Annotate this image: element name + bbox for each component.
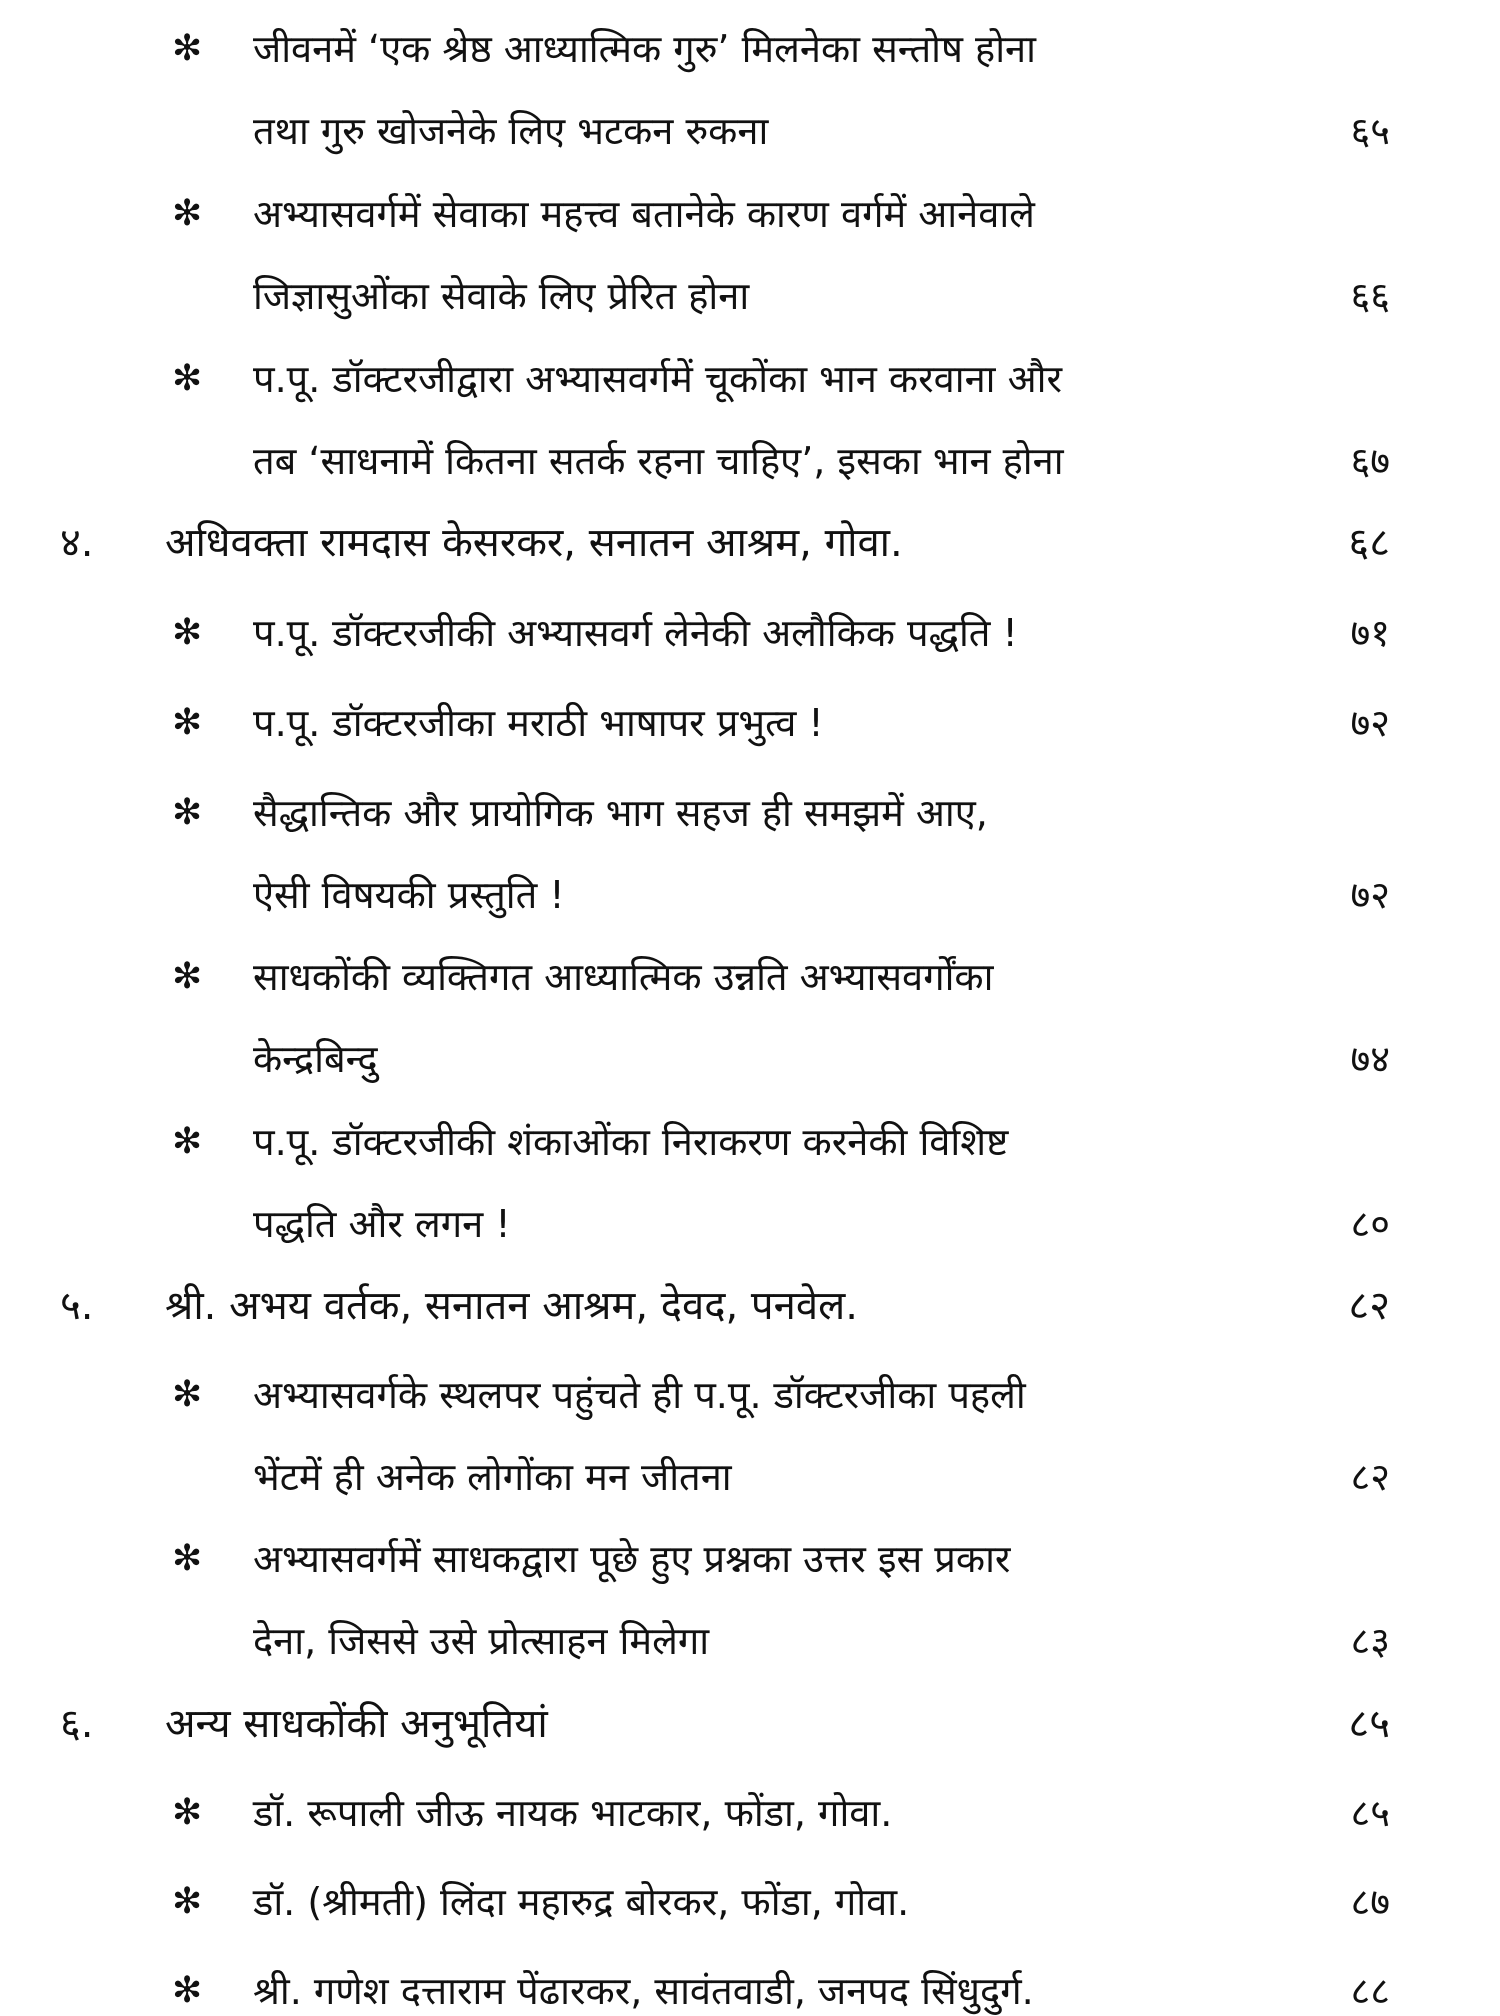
entry-title-line: प.पू. डॉक्टरजीकी शंकाओंका निराकरण करनेकी विशिष्ट: [253, 1120, 1009, 1164]
page-number: ८०: [1350, 1202, 1390, 1246]
asterisk-bullet-icon: ✻: [172, 1792, 203, 1833]
page-number: ८५: [1348, 1701, 1390, 1747]
entry-title-line: सैद्धान्तिक और प्रायोगिक भाग सहज ही समझमें आए,: [253, 791, 988, 835]
entry-title-line: डॉ. रूपाली जीऊ नायक भाटकार, फोंडा, गोवा.: [253, 1791, 893, 1835]
asterisk-bullet-icon: ✻: [172, 1121, 203, 1162]
entry-title-line: प.पू. डॉक्टरजीका मराठी भाषापर प्रभुत्व !: [253, 701, 824, 745]
page-number: ७२: [1350, 873, 1390, 917]
entry-title-line: अभ्यासवर्गमें सेवाका महत्त्व बतानेके कारण वर्गमें आनेवाले: [253, 192, 1035, 236]
page-number: ८५: [1350, 1791, 1390, 1835]
asterisk-bullet-icon: ✻: [172, 358, 203, 399]
entry-title-line: तब ‘साधनामें कितना सतर्क रहना चाहिए’, इसका भान होना: [253, 439, 1064, 483]
asterisk-bullet-icon: ✻: [172, 28, 203, 69]
section-title-line: अन्य साधकोंकी अनुभूतियां: [165, 1701, 548, 1747]
section-title-line: अधिवक्ता रामदास केसरकर, सनातन आश्रम, गोवा.: [165, 520, 903, 566]
page-number: ८७: [1350, 1880, 1390, 1924]
entry-title-line: केन्द्रबिन्दु: [253, 1037, 378, 1081]
asterisk-bullet-icon: ✻: [172, 1538, 203, 1579]
page-number: ७२: [1350, 701, 1390, 745]
page-number: ६५: [1350, 109, 1390, 153]
asterisk-bullet-icon: ✻: [172, 1970, 203, 2011]
section-title-line: श्री. अभय वर्तक, सनातन आश्रम, देवद, पनवेल.: [165, 1283, 858, 1329]
entry-title-line: प.पू. डॉक्टरजीद्वारा अभ्यासवर्गमें चूकोंका भान करवाना और: [253, 357, 1063, 401]
asterisk-bullet-icon: ✻: [172, 702, 203, 743]
section-number: ५.: [60, 1283, 94, 1329]
page-number: ६८: [1348, 520, 1390, 566]
asterisk-bullet-icon: ✻: [172, 956, 203, 997]
page-number: ८२: [1348, 1283, 1390, 1329]
entry-title-line: अभ्यासवर्गके स्थलपर पहुंचते ही प.पू. डॉक्टरजीका पहली: [253, 1373, 1026, 1417]
entry-title-line: भेंटमें ही अनेक लोगोंका मन जीतना: [253, 1455, 732, 1499]
page-number: ८२: [1350, 1455, 1390, 1499]
asterisk-bullet-icon: ✻: [172, 792, 203, 833]
entry-title-line: ऐसी विषयकी प्रस्तुति !: [253, 873, 565, 917]
page-number: ८८: [1350, 1969, 1390, 2013]
page-number: ७४: [1350, 1037, 1390, 1081]
asterisk-bullet-icon: ✻: [172, 612, 203, 653]
page-number: ६६: [1350, 274, 1390, 318]
entry-title-line: डॉ. (श्रीमती) लिंदा महारुद्र बोरकर, फोंडा, गोवा.: [253, 1880, 910, 1924]
entry-title-line: जिज्ञासुओंका सेवाके लिए प्रेरित होना: [253, 274, 750, 318]
asterisk-bullet-icon: ✻: [172, 193, 203, 234]
entry-title-line: देना, जिससे उसे प्रोत्साहन मिलेगा: [253, 1619, 710, 1663]
entry-title-line: साधकोंकी व्यक्तिगत आध्यात्मिक उन्नति अभ्यासवर्गोंका: [253, 955, 994, 999]
asterisk-bullet-icon: ✻: [172, 1881, 203, 1922]
asterisk-bullet-icon: ✻: [172, 1374, 203, 1415]
section-number: ६.: [60, 1701, 94, 1747]
entry-title-line: श्री. गणेश दत्ताराम पेंढारकर, सावंतवाडी, जनपद सिंधुदुर्ग.: [253, 1969, 1034, 2013]
entry-title-line: प.पू. डॉक्टरजीकी अभ्यासवर्ग लेनेकी अलौकिक पद्धति !: [253, 611, 1018, 655]
entry-title-line: अभ्यासवर्गमें साधकद्वारा पूछे हुए प्रश्नका उत्तर इस प्रकार: [253, 1537, 1011, 1581]
page-number: ६७: [1350, 439, 1390, 483]
page-number: ८३: [1350, 1619, 1390, 1663]
entry-title-line: जीवनमें ‘एक श्रेष्ठ आध्यात्मिक गुरु’ मिलनेका सन्तोष होना: [253, 27, 1036, 71]
section-number: ४.: [60, 520, 94, 566]
entry-title-line: तथा गुरु खोजनेके लिए भटकन रुकना: [253, 109, 769, 153]
entry-title-line: पद्धति और लगन !: [253, 1202, 511, 1246]
page-number: ७१: [1350, 611, 1390, 655]
